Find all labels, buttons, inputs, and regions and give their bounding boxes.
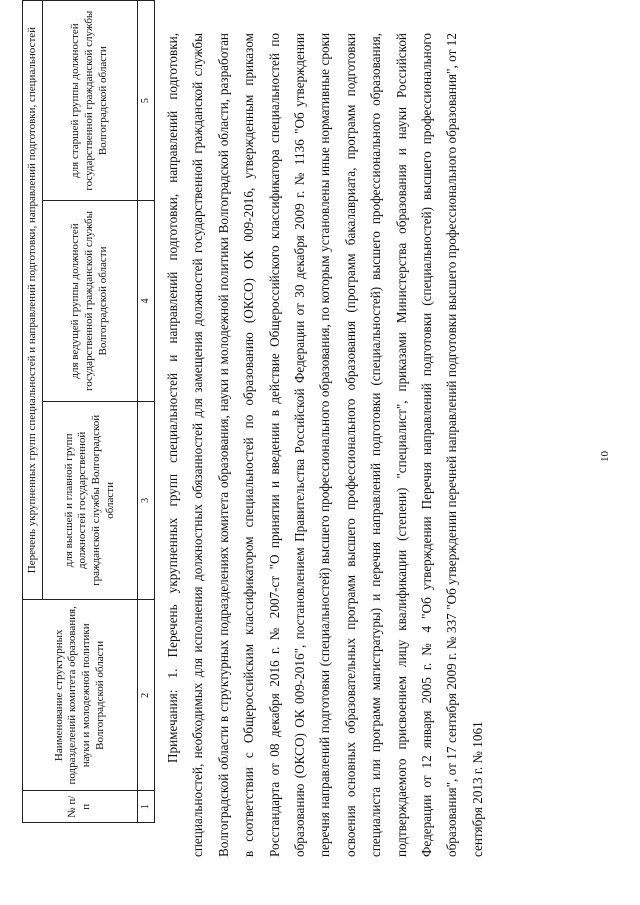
header-cell-highest: для высшей и главной групп должностей государственной гражданской службы Волгоградской области — [43, 401, 138, 600]
column-number-cell: 1 — [138, 791, 155, 823]
notes-paragraph: Примечания: 1. Перечень укрупненных групп специальностей и направлений подготовки, направлений подготовки, специальностей, необходимых для исполнения должностных обязанностей для замещения должностей государственной гражданской службы Волгоградской области в структурных подразделениях комитета образования, науки и молодежной политики Волгоградской области, разработан в соответствии с Общероссийским классификатором специальностей по образованию (ОКСО) ОК 009-2016, утвержденным приказом Росстандарта от 08 декабря 2016 г. № 2007-ст "О принятии и введении в действие Общероссийского классификатора специальностей по образованию (ОКСО) ОК 009-2016", постановлением Правительства Российской Федерации от 30 декабря 2009 г. № 1136 "Об утверждении перечня направлений подготовки (специальностей) высшего профессионального образования, по которым установлены иные нормативные сроки освоения основных образовательных программ высшего профессионального образования (программ бакалавриата, программ подготовки специалиста или программ магистратуры) и перечня направлений подготовки (специальностей) высшего профессионального образования, подтверждаемого присвоением лицу квалификации (степени) "специалист", приказами Министерства образования и науки Российской Федерации от 12 января 2005 г. № 4 "Об утверждении Перечня направлений подготовки (специальностей) высшего профессионального образования", от 17 сентября 2009 г. № 337 "Об утверждении перечней направлений подготовки высшего профессионального образования", от 12 сентября 2013 г. № 1061 — [165, 33, 485, 857]
table-header-row — [23, 1, 43, 823]
header-cell-senior: для старшей группы должностей государственной гражданской службы Волгоградской области — [43, 1, 138, 201]
header-cell-units: Наименование структурных подразделений комитета образования, науки и молодежной политики Волгоградской области — [23, 600, 138, 791]
specialties-table — [22, 0, 155, 823]
column-number-cell: 2 — [138, 600, 155, 791]
notes-block — [160, 33, 490, 857]
page-number: 10 — [599, 451, 611, 462]
header-cell-group: Перечень укрупненных групп специальностей и направлений подготовки, направлений подготовки, специальностей — [23, 1, 43, 600]
header-cell-number: № п/п — [23, 791, 138, 823]
column-number-cell: 3 — [138, 401, 155, 600]
column-number-cell: 4 — [138, 201, 155, 401]
table-numbering-row — [138, 1, 155, 823]
column-number-cell: 5 — [138, 1, 155, 201]
header-cell-leading: для ведущей группы должностей государственной гражданской службы Волгоградской области — [43, 201, 138, 401]
